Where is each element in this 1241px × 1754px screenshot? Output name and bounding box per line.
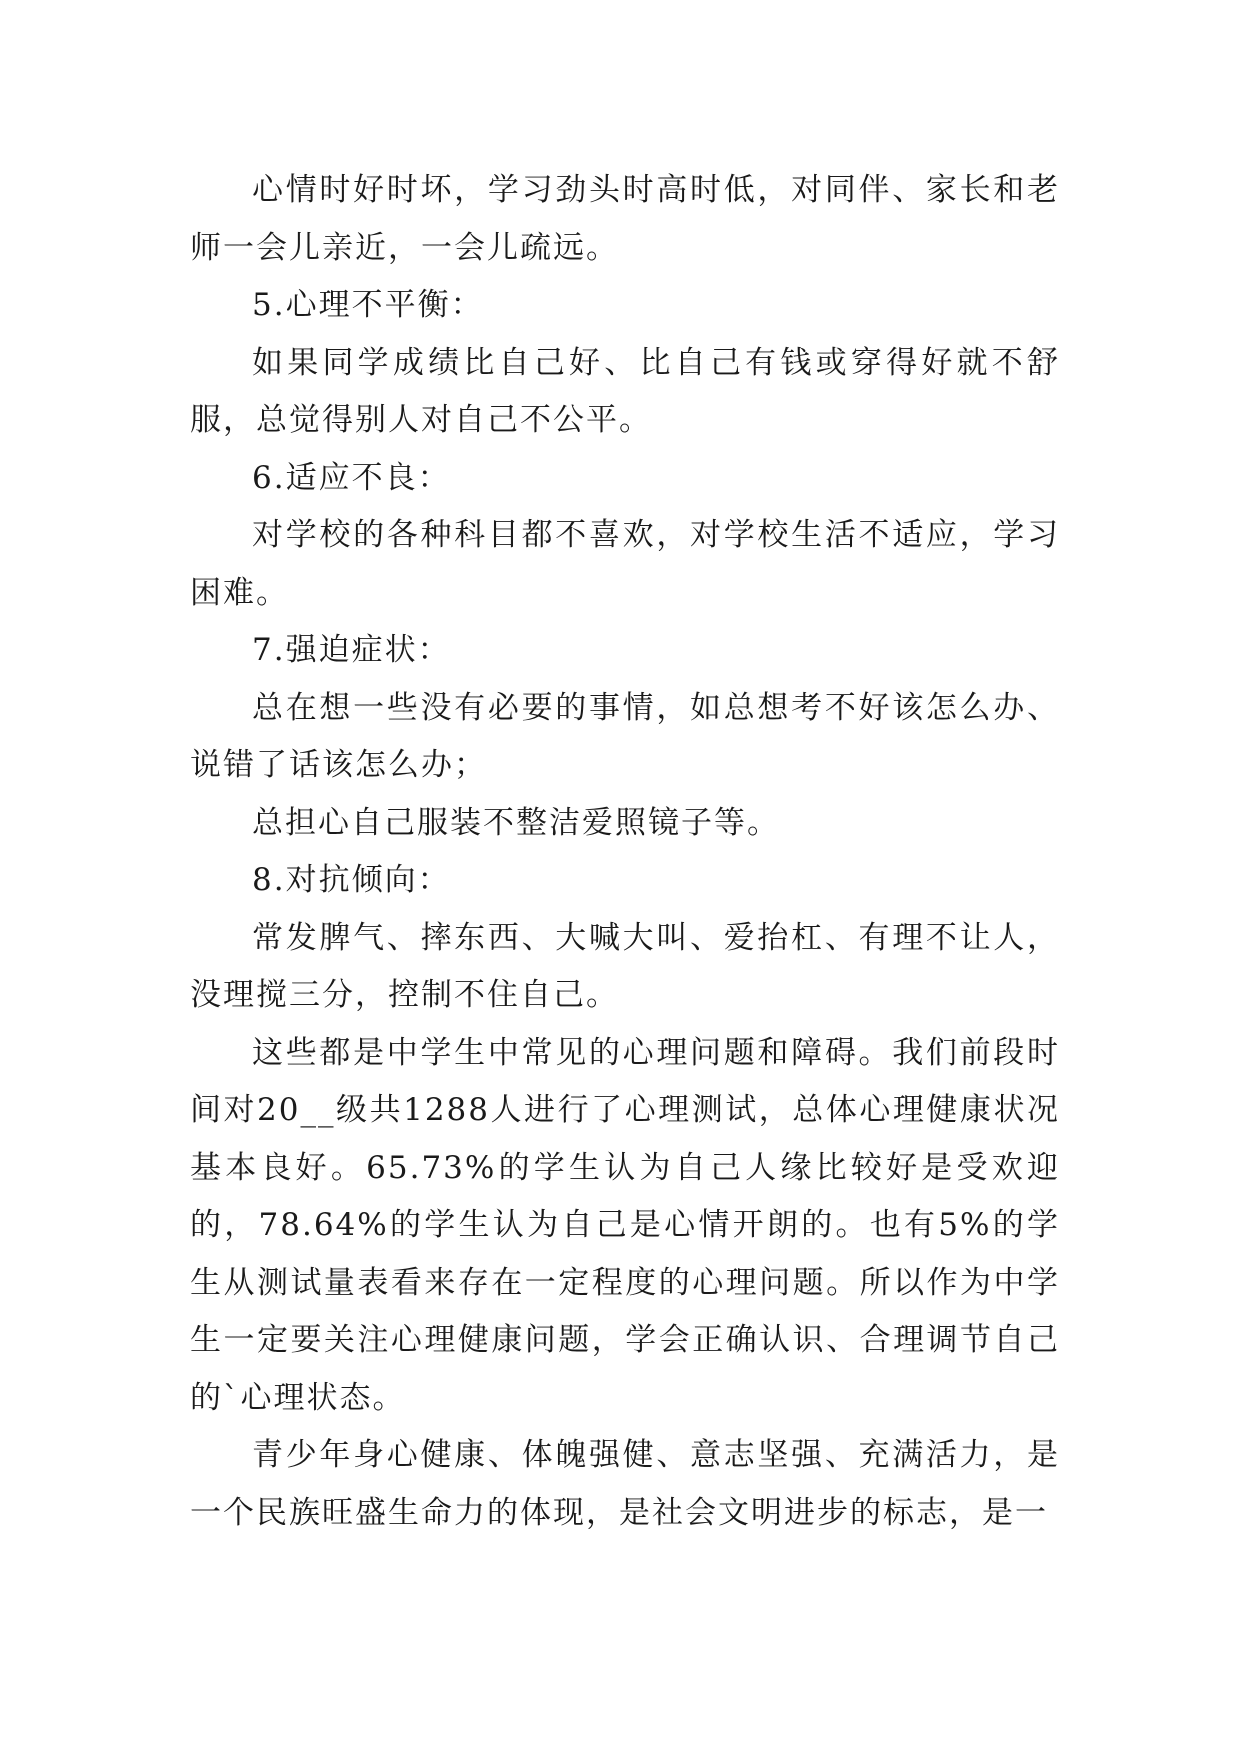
paragraph-psychological-imbalance: 如果同学成绩比自己好、比自己有钱或穿得好就不舒服，总觉得别人对自己不公平。	[190, 344, 1060, 438]
heading-compulsive-symptoms: 7.强迫症状：	[252, 632, 451, 668]
paragraph-survey-results: 这些都是中学生中常见的心理问题和障碍。我们前段时间对20__级共1288人进行了心理测试，总体心理健康状况基本良好。65.73%的学生认为自己人缘比较好是受欢迎的，78.64%的学生认为自己是心情开朗的。也有5%的学生从测试量表看来存在一定程度的心理问题。所以作为中学生一定要关注心理健康问题，学会正确认识、合理调节自己的`心理状态。	[190, 1034, 1060, 1416]
heading-psychological-imbalance: 5.心理不平衡：	[252, 287, 484, 323]
paragraph-poor-adaptation: 对学校的各种科目都不喜欢，对学校生活不适应，学习困难。	[190, 517, 1060, 611]
paragraph-oppositional-tendency: 常发脾气、摔东西、大喊大叫、爱抬杠、有理不让人，没理搅三分，控制不住自己。	[190, 919, 1060, 1013]
paragraph-compulsive-appearance: 总担心自己服装不整洁爱照镜子等。	[252, 804, 780, 841]
heading-poor-adaptation: 6.适应不良：	[252, 459, 451, 496]
heading-oppositional-tendency: 8.对抗倾向：	[252, 862, 451, 898]
paragraph-compulsive-thoughts: 总在想一些没有必要的事情，如总想考不好该怎么办、说错了话该怎么办；	[190, 689, 1060, 783]
document-body	[190, 162, 1060, 1542]
paragraph-mood-swings: 心情时好时坏，学习劲头时高时低，对同伴、家长和老师一会儿亲近，一会儿疏远。	[190, 172, 1060, 266]
paragraph-youth-health: 青少年身心健康、体魄强健、意志坚强、充满活力，是一个民族旺盛生命力的体现，是社会文明进步的标志，是一	[190, 1437, 1060, 1531]
